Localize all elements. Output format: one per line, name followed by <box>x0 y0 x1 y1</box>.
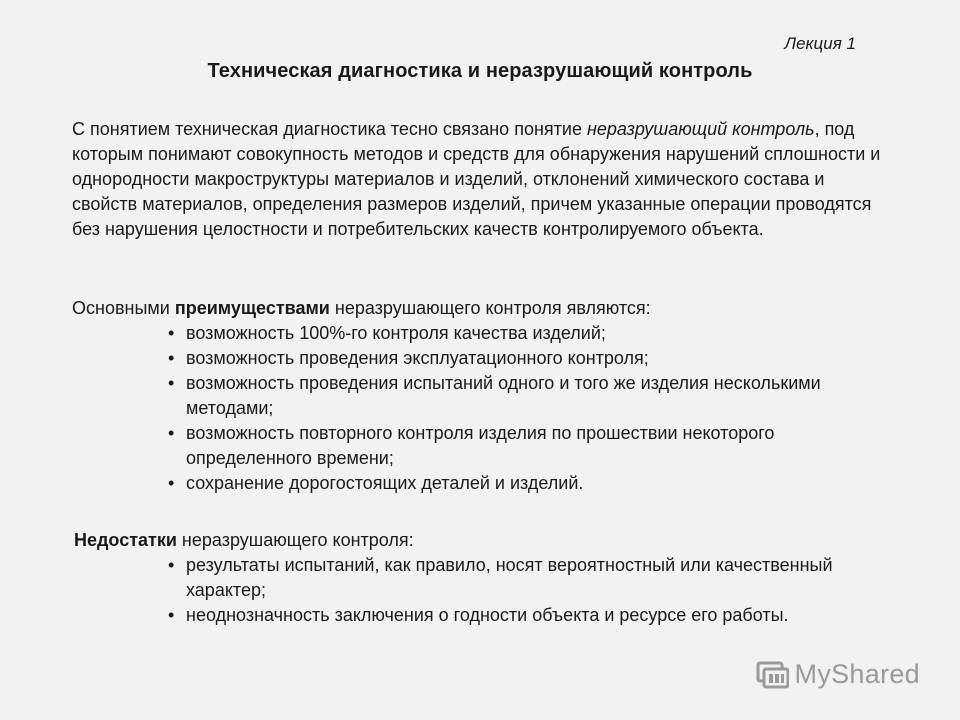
disadvantages-keyword: Недостатки <box>74 530 177 550</box>
intro-text-end: , под которым понимают совокупность методов и средств для обнаружения нарушений сплошности и однородности макроструктуры материалов и изделий, отклонений химического состава и свойств материалов, определения размеров изделий, причем указанные операции проводятся без нарушения целостности и потребительских качеств контролируемого объекта. <box>72 119 881 239</box>
bullet-marker: • <box>168 473 175 493</box>
watermark-logo <box>755 659 920 690</box>
list-item-text: возможность проведения испытаний одного и того же изделия несколькими методами; <box>186 373 821 418</box>
advantages-list <box>72 321 892 496</box>
disadvantages-heading <box>74 528 894 553</box>
list-item-text: сохранение дорогостоящих деталей и изделий. <box>186 473 584 493</box>
list-item <box>72 321 892 346</box>
intro-term: неразрушающий контроль <box>586 119 815 139</box>
intro-paragraph <box>72 117 892 242</box>
advantages-keyword: преимуществами <box>174 298 330 318</box>
list-item <box>72 346 892 371</box>
list-item-text: возможность проведения эксплуатационного контроля; <box>186 348 649 368</box>
list-item-text: неоднозначность заключения о годности объекта и ресурсе его работы. <box>186 605 789 625</box>
lecture-label: Лекция 1 <box>784 34 856 53</box>
advantages-heading <box>72 296 892 321</box>
bullet-marker: • <box>168 323 175 343</box>
list-item-text: возможность 100%-го контроля качества изделий; <box>186 323 606 343</box>
bullet-marker: • <box>168 423 175 443</box>
bullet-marker: • <box>168 555 175 575</box>
intro-text-start: С понятием техническая диагностика тесно связано понятие <box>72 119 587 139</box>
list-item <box>72 553 892 603</box>
disadvantages-list-container <box>72 553 892 628</box>
bullet-marker: • <box>168 348 175 368</box>
bullet-marker: • <box>168 605 175 625</box>
myshared-logo-icon <box>755 660 789 690</box>
list-item <box>72 471 892 496</box>
list-item <box>72 603 892 628</box>
list-item <box>72 421 892 471</box>
advantages-suffix: неразрушающего контроля являются: <box>329 298 651 318</box>
advantages-prefix: Основными <box>72 298 175 318</box>
advantages-list-container <box>72 321 892 496</box>
list-item <box>72 371 892 421</box>
list-item-text: возможность повторного контроля изделия по прошествии некоторого определенного времени; <box>186 423 775 468</box>
page-title: Техническая диагностика и неразрушающий контроль <box>207 60 753 82</box>
watermark-text: MyShared <box>794 659 920 689</box>
bullet-marker: • <box>168 373 175 393</box>
disadvantages-suffix: неразрушающего контроля: <box>176 530 414 550</box>
disadvantages-list <box>72 553 892 628</box>
list-item-text: результаты испытаний, как правило, носят вероятностный или качественный характер; <box>186 555 833 600</box>
